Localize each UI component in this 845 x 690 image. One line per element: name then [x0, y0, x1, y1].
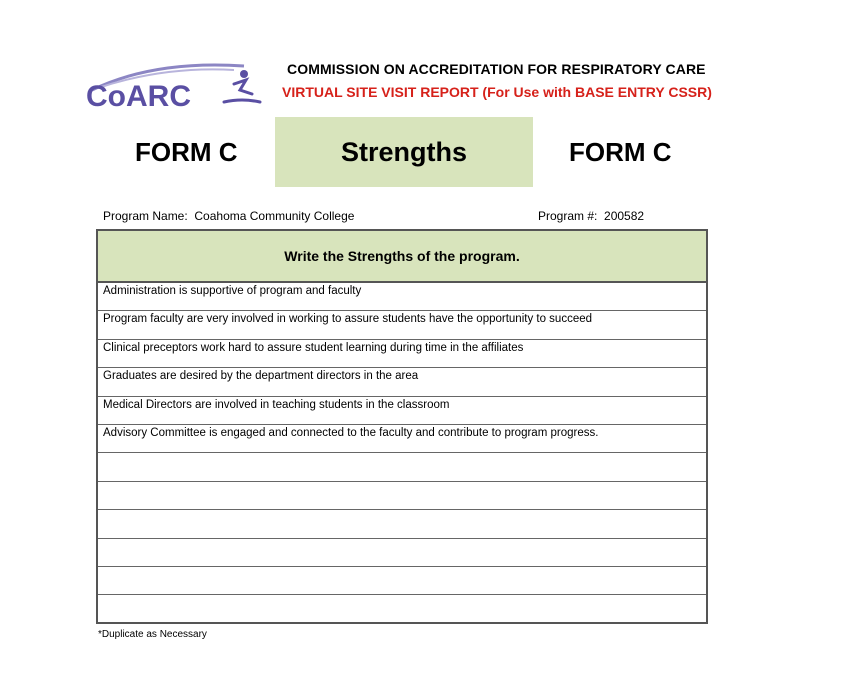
table-row: Medical Directors are involved in teaching students in the classroom	[98, 397, 706, 425]
table-heading: Write the Strengths of the program.	[284, 248, 520, 264]
table-row	[98, 453, 706, 481]
table-row	[98, 539, 706, 567]
form-label-left: FORM C	[135, 137, 238, 167]
program-name-label: Program Name:	[103, 209, 188, 223]
footnote: *Duplicate as Necessary	[98, 629, 207, 640]
program-name-value: Coahoma Community College	[194, 209, 355, 223]
form-title: Strengths	[340, 136, 467, 167]
table-row: Clinical preceptors work hard to assure student learning during time in the affiliates	[98, 340, 706, 368]
table-row	[98, 482, 706, 510]
table-row	[98, 510, 706, 538]
program-number-label: Program #:	[538, 209, 598, 223]
table-row: Graduates are desired by the department directors in the area	[98, 368, 706, 396]
table-row: Advisory Committee is engaged and connected to the faculty and contribute to program progress.	[98, 425, 706, 453]
form-label-right: FORM C	[569, 137, 672, 167]
table-row: Program faculty are very involved in working to assure students have the opportunity to succeed	[98, 311, 706, 339]
program-number-value: 200582	[604, 209, 645, 223]
svg-text:CoARC: CoARC	[86, 80, 191, 113]
program-name	[103, 209, 354, 223]
form-title-box	[275, 117, 533, 187]
coarc-logo	[84, 58, 264, 114]
table-heading-row	[98, 231, 706, 283]
table-row	[98, 595, 706, 623]
header-report-subtitle: VIRTUAL SITE VISIT REPORT (For Use with BASE ENTRY CSSR)	[282, 84, 712, 100]
table-row	[98, 567, 706, 595]
strengths-table	[96, 229, 708, 624]
header-commission-title: COMMISSION ON ACCREDITATION FOR RESPIRATORY CARE	[287, 61, 706, 77]
program-number	[538, 209, 644, 223]
runner-swoosh-icon	[224, 70, 260, 102]
table-row: Administration is supportive of program and faculty	[98, 283, 706, 311]
